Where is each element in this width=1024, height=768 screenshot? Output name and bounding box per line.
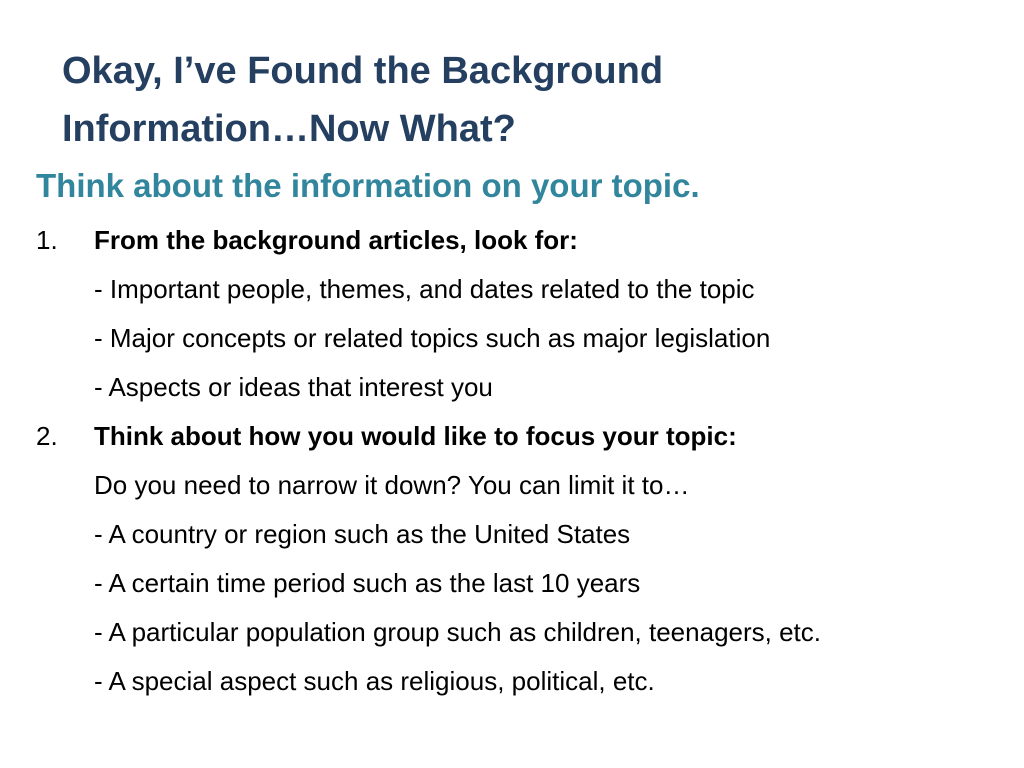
sub-line: - A certain time period such as the last 10 years xyxy=(94,568,641,598)
sub-line: - Important people, themes, and dates related to the topic xyxy=(94,274,755,304)
list-number: 1. xyxy=(36,225,58,255)
list-item-2-line-5 xyxy=(36,657,1016,706)
slide-title-line-2: Information…Now What? xyxy=(62,108,516,150)
sub-line: - A special aspect such as religious, political, etc. xyxy=(94,666,655,696)
sub-line: - Major concepts or related topics such as major legislation xyxy=(94,323,771,353)
list-item-2-line-3 xyxy=(36,559,1016,608)
list-item-1-line-1 xyxy=(36,265,1016,314)
slide-subtitle: Think about the information on your topic. xyxy=(36,167,700,204)
list-item-1-heading-row xyxy=(36,216,1016,265)
sub-line: - A particular population group such as children, teenagers, etc. xyxy=(94,617,821,647)
list-heading: Think about how you would like to focus your topic: xyxy=(94,421,737,451)
list-item-2-line-4 xyxy=(36,608,1016,657)
sub-line: - A country or region such as the United States xyxy=(94,519,631,549)
list-number: 2. xyxy=(36,421,58,451)
list-heading: From the background articles, look for: xyxy=(94,225,578,255)
list-item-2-line-1 xyxy=(36,461,1016,510)
sub-line: - Aspects or ideas that interest you xyxy=(94,372,493,402)
slide-body xyxy=(36,216,1016,706)
list-item-2-heading-row xyxy=(36,412,1016,461)
slide-title xyxy=(62,42,962,158)
list-item-1-line-2 xyxy=(36,314,1016,363)
sub-line: Do you need to narrow it down? You can limit it to… xyxy=(94,470,690,500)
list-item-2-line-2 xyxy=(36,510,1016,559)
list-item-1-line-3 xyxy=(36,363,1016,412)
slide-title-line-1: Okay, I’ve Found the Background xyxy=(62,50,664,92)
